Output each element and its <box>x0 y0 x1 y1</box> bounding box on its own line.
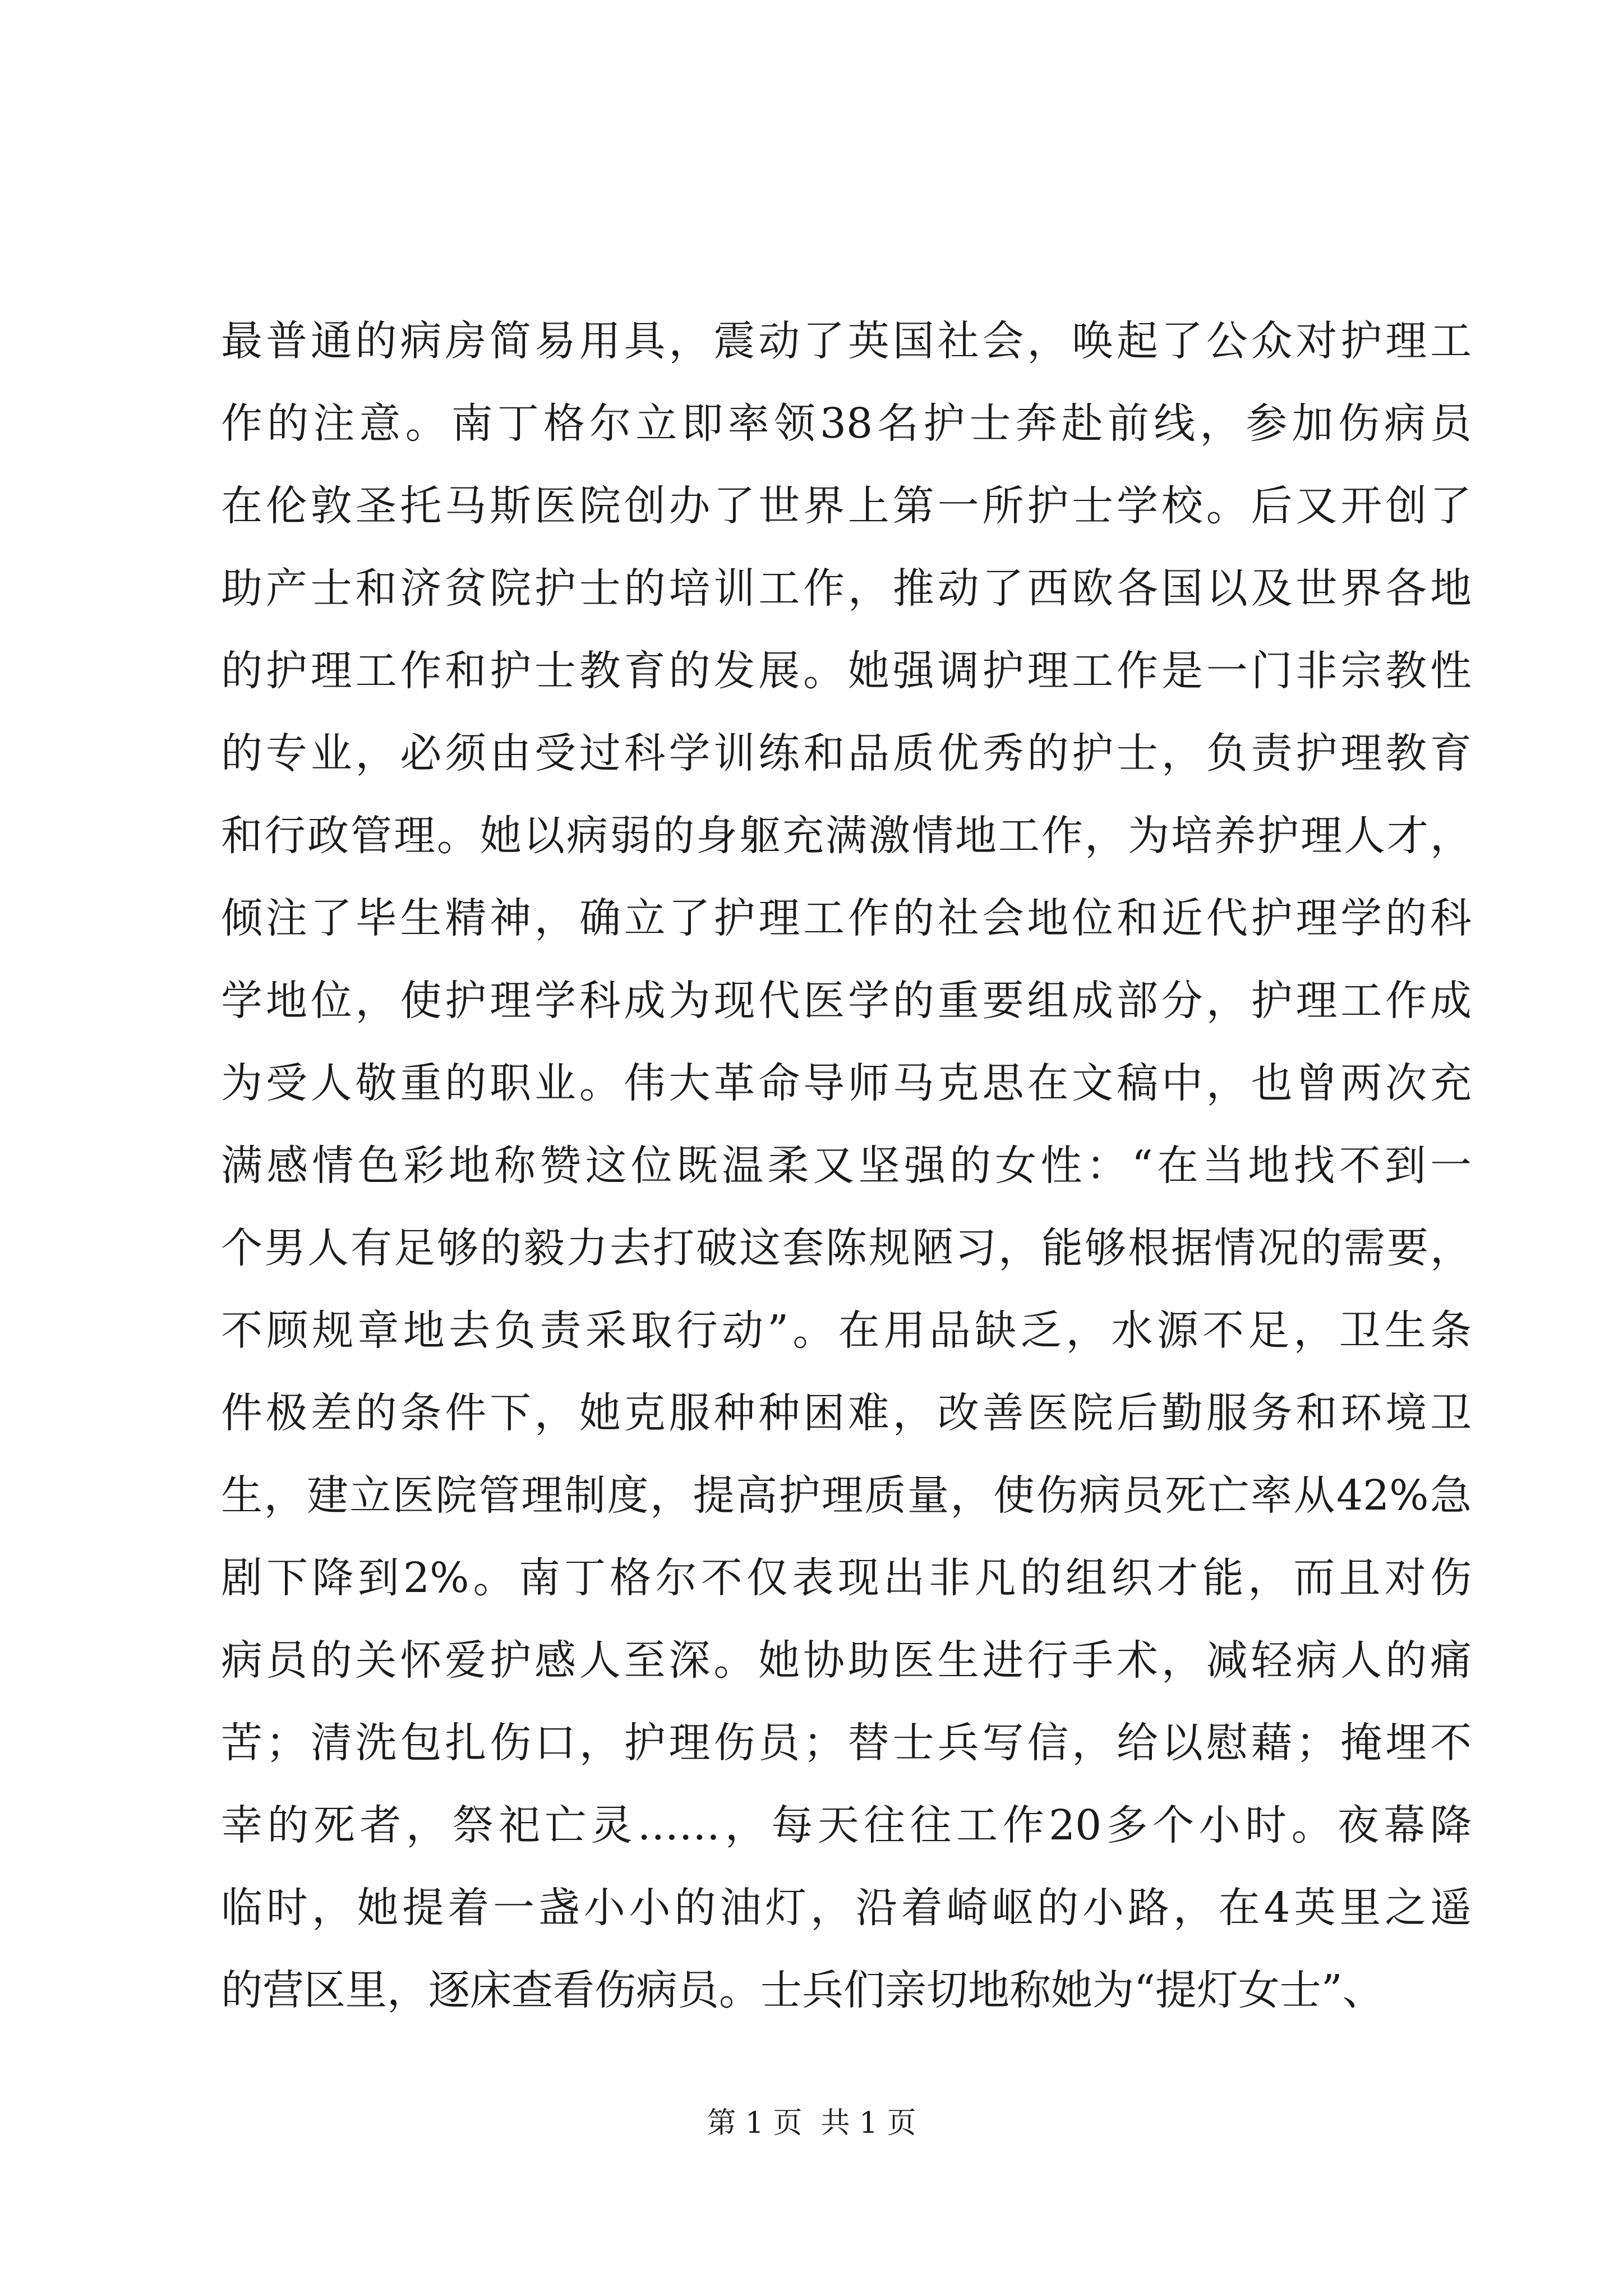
text-line: 的营区里，逐床查看伤病员。士兵们亲切地称她为“提灯女士”、 <box>221 1966 1384 2014</box>
text-line: 和行政管理。她以病弱的身躯充满激情地工作，为培养护理人才， <box>221 812 1472 860</box>
text-line: 为受人敬重的职业。伟大革命导师马克思在文稿中，也曾两次充 <box>221 1059 1472 1107</box>
text-line: 最普通的病房简易用具，震动了英国社会，唤起了公众对护理工 <box>221 317 1472 365</box>
text-line: 个男人有足够的毅力去打破这套陈规陋习，能够根据情况的需要， <box>221 1224 1472 1272</box>
text-line: 的专业，必须由受过科学训练和品质优秀的护士，负责护理教育 <box>221 729 1472 777</box>
text-line: 幸的死者，祭祀亡灵……，每天往往工作20多个小时。夜幕降 <box>221 1801 1472 1849</box>
page-number-footer: 第 1 页 共 1 页 <box>707 2106 916 2140</box>
body-text <box>221 300 1472 2032</box>
text-line: 苦；清洗包扎伤口，护理伤员；替士兵写信，给以慰藉；掩埋不 <box>221 1719 1472 1767</box>
text-line: 的护理工作和护士教育的发展。她强调护理工作是一门非宗教性 <box>221 647 1472 695</box>
text-line: 倾注了毕生精神，确立了护理工作的社会地位和近代护理学的科 <box>221 894 1472 942</box>
text-line: 临时，她提着一盏小小的油灯，沿着崎岖的小路，在4英里之遥 <box>221 1884 1472 1932</box>
text-line: 剧下降到2%。南丁格尔不仅表现出非凡的组织才能，而且对伤 <box>221 1554 1472 1602</box>
text-line: 病员的关怀爱护感人至深。她协助医生进行手术，减轻病人的痛 <box>221 1636 1472 1685</box>
text-line: 生，建立医院管理制度，提高护理质量，使伤病员死亡率从42%急 <box>221 1471 1472 1520</box>
text-line: 学地位，使护理学科成为现代医学的重要组成部分，护理工作成 <box>221 977 1472 1025</box>
text-line: 件极差的条件下，她克服种种困难，改善医院后勤服务和环境卫 <box>221 1389 1472 1437</box>
text-line: 作的注意。南丁格尔立即率领38名护士奔赴前线，参加伤病员 <box>221 399 1472 448</box>
text-line: 满感情色彩地称赞这位既温柔又坚强的女性：“在当地找不到一 <box>221 1142 1472 1190</box>
text-line: 助产士和济贫院护士的培训工作，推动了西欧各国以及世界各地 <box>221 564 1472 613</box>
text-line: 不顾规章地去负责采取行动”。在用品缺乏，水源不足，卫生条 <box>221 1306 1472 1355</box>
text-line: 在伦敦圣托马斯医院创办了世界上第一所护士学校。后又开创了 <box>221 482 1472 530</box>
